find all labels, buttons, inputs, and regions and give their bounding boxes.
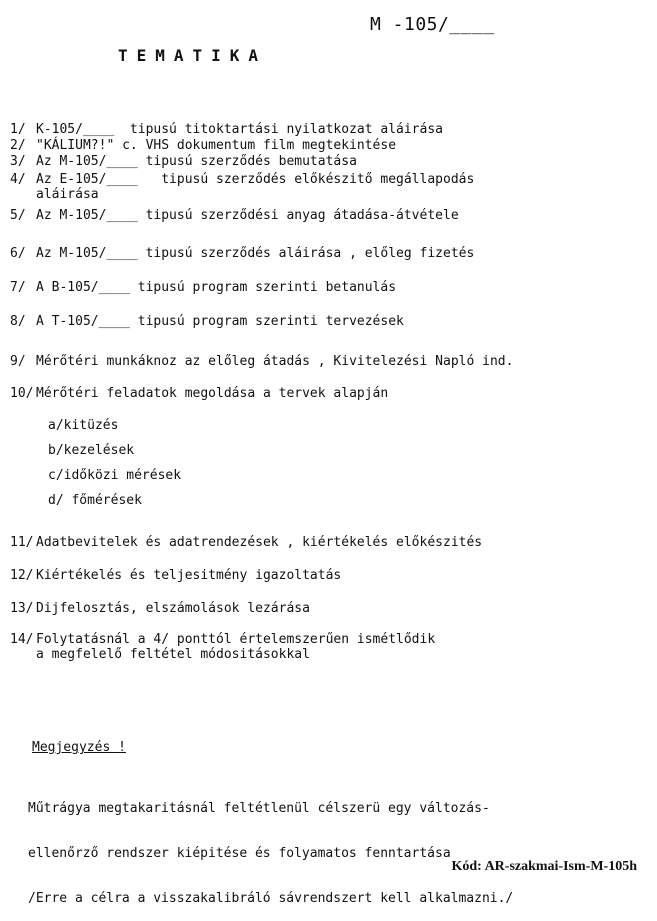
item-number: 13/ bbox=[10, 601, 34, 616]
subitem: d/ főmérések bbox=[48, 493, 142, 508]
item-text: Mérőtéri munkáknoz az előleg átadás , Kivitelezési Napló ind. bbox=[36, 354, 514, 369]
item-text: A B-105/____ tipusú program szerinti betanulás bbox=[36, 280, 397, 295]
list-item bbox=[10, 208, 459, 223]
list-item bbox=[10, 280, 396, 295]
item-number: 8/ bbox=[10, 314, 26, 329]
document-code: M -105/____ bbox=[370, 14, 495, 35]
list-item bbox=[10, 246, 474, 261]
item-number: 2/ bbox=[10, 138, 26, 153]
list-item bbox=[10, 314, 404, 329]
item-number: 1/ bbox=[10, 122, 26, 137]
item-text: Kiértékelés és teljesitmény igazoltatás bbox=[36, 568, 342, 583]
item-text: A T-105/____ tipusú program szerinti tervezések bbox=[36, 314, 404, 329]
subitem-list bbox=[48, 413, 181, 513]
item-number: 6/ bbox=[10, 246, 26, 261]
note-line: ellenőrző rendszer kiépitése és folyamatos fenntartása bbox=[28, 846, 451, 861]
item-number: 10/ bbox=[10, 386, 34, 401]
note-body bbox=[28, 771, 643, 921]
list-item bbox=[10, 172, 474, 202]
item-number: 3/ bbox=[10, 154, 26, 169]
item-text: Az E-105/____ tipusú szerződés előkészitő megállapodás aláirása bbox=[36, 172, 475, 202]
item-text: Az M-105/____ tipusú szerződési anyag átadása-átvétele bbox=[36, 208, 459, 223]
item-text: Az M-105/____ tipusú szerződés aláirása , előleg fizetés bbox=[36, 246, 475, 261]
item-number: 11/ bbox=[10, 535, 34, 550]
item-number: 4/ bbox=[10, 172, 26, 187]
item-number: 7/ bbox=[10, 280, 26, 295]
subitem: c/időközi mérések bbox=[48, 468, 182, 483]
list-item bbox=[10, 354, 513, 369]
item-text: Dijfelosztás, elszámolások lezárása bbox=[36, 601, 310, 616]
note-title: Megjegyzés ! bbox=[32, 740, 126, 755]
list-item bbox=[10, 568, 341, 583]
subitem: a/kitüzés bbox=[48, 418, 119, 433]
item-number: 9/ bbox=[10, 354, 26, 369]
item-text: "KÁLIUM?!" c. VHS dokumentum film megtekintése bbox=[36, 138, 397, 153]
list-item bbox=[10, 138, 396, 153]
list-item bbox=[10, 601, 310, 616]
document-title: TEMATIKA bbox=[118, 46, 268, 65]
item-text: Adatbevitelek és adatrendezések , kiértékelés előkészités bbox=[36, 535, 483, 550]
note-line: /Erre a célra a visszakalibráló sávrendszert kell alkalmazni./ bbox=[28, 891, 514, 906]
list-item bbox=[10, 386, 388, 401]
item-text: K-105/____ tipusú titoktartási nyilatkozat aláirása bbox=[36, 122, 443, 137]
list-item bbox=[10, 632, 435, 662]
item-number: 12/ bbox=[10, 568, 34, 583]
item-text: Mérőtéri feladatok megoldása a tervek alapján bbox=[36, 386, 389, 401]
footer-code: Kód: AR-szakmai-Ism-M-105h bbox=[451, 859, 637, 874]
item-number: 5/ bbox=[10, 208, 26, 223]
subitem: b/kezelések bbox=[48, 443, 135, 458]
list-item bbox=[10, 122, 443, 137]
item-text: Az M-105/____ tipusú szerződés bemutatása bbox=[36, 154, 357, 169]
list-item bbox=[10, 154, 357, 169]
list-item bbox=[10, 535, 482, 550]
item-number: 14/ bbox=[10, 632, 34, 647]
item-text: Folytatásnál a 4/ ponttól értelemszerűen ismétlődik a megfelelő feltétel módositásokkal bbox=[36, 632, 436, 662]
note-line: Műtrágya megtakaritásnál feltétlenül célszerü egy változás- bbox=[28, 801, 490, 816]
